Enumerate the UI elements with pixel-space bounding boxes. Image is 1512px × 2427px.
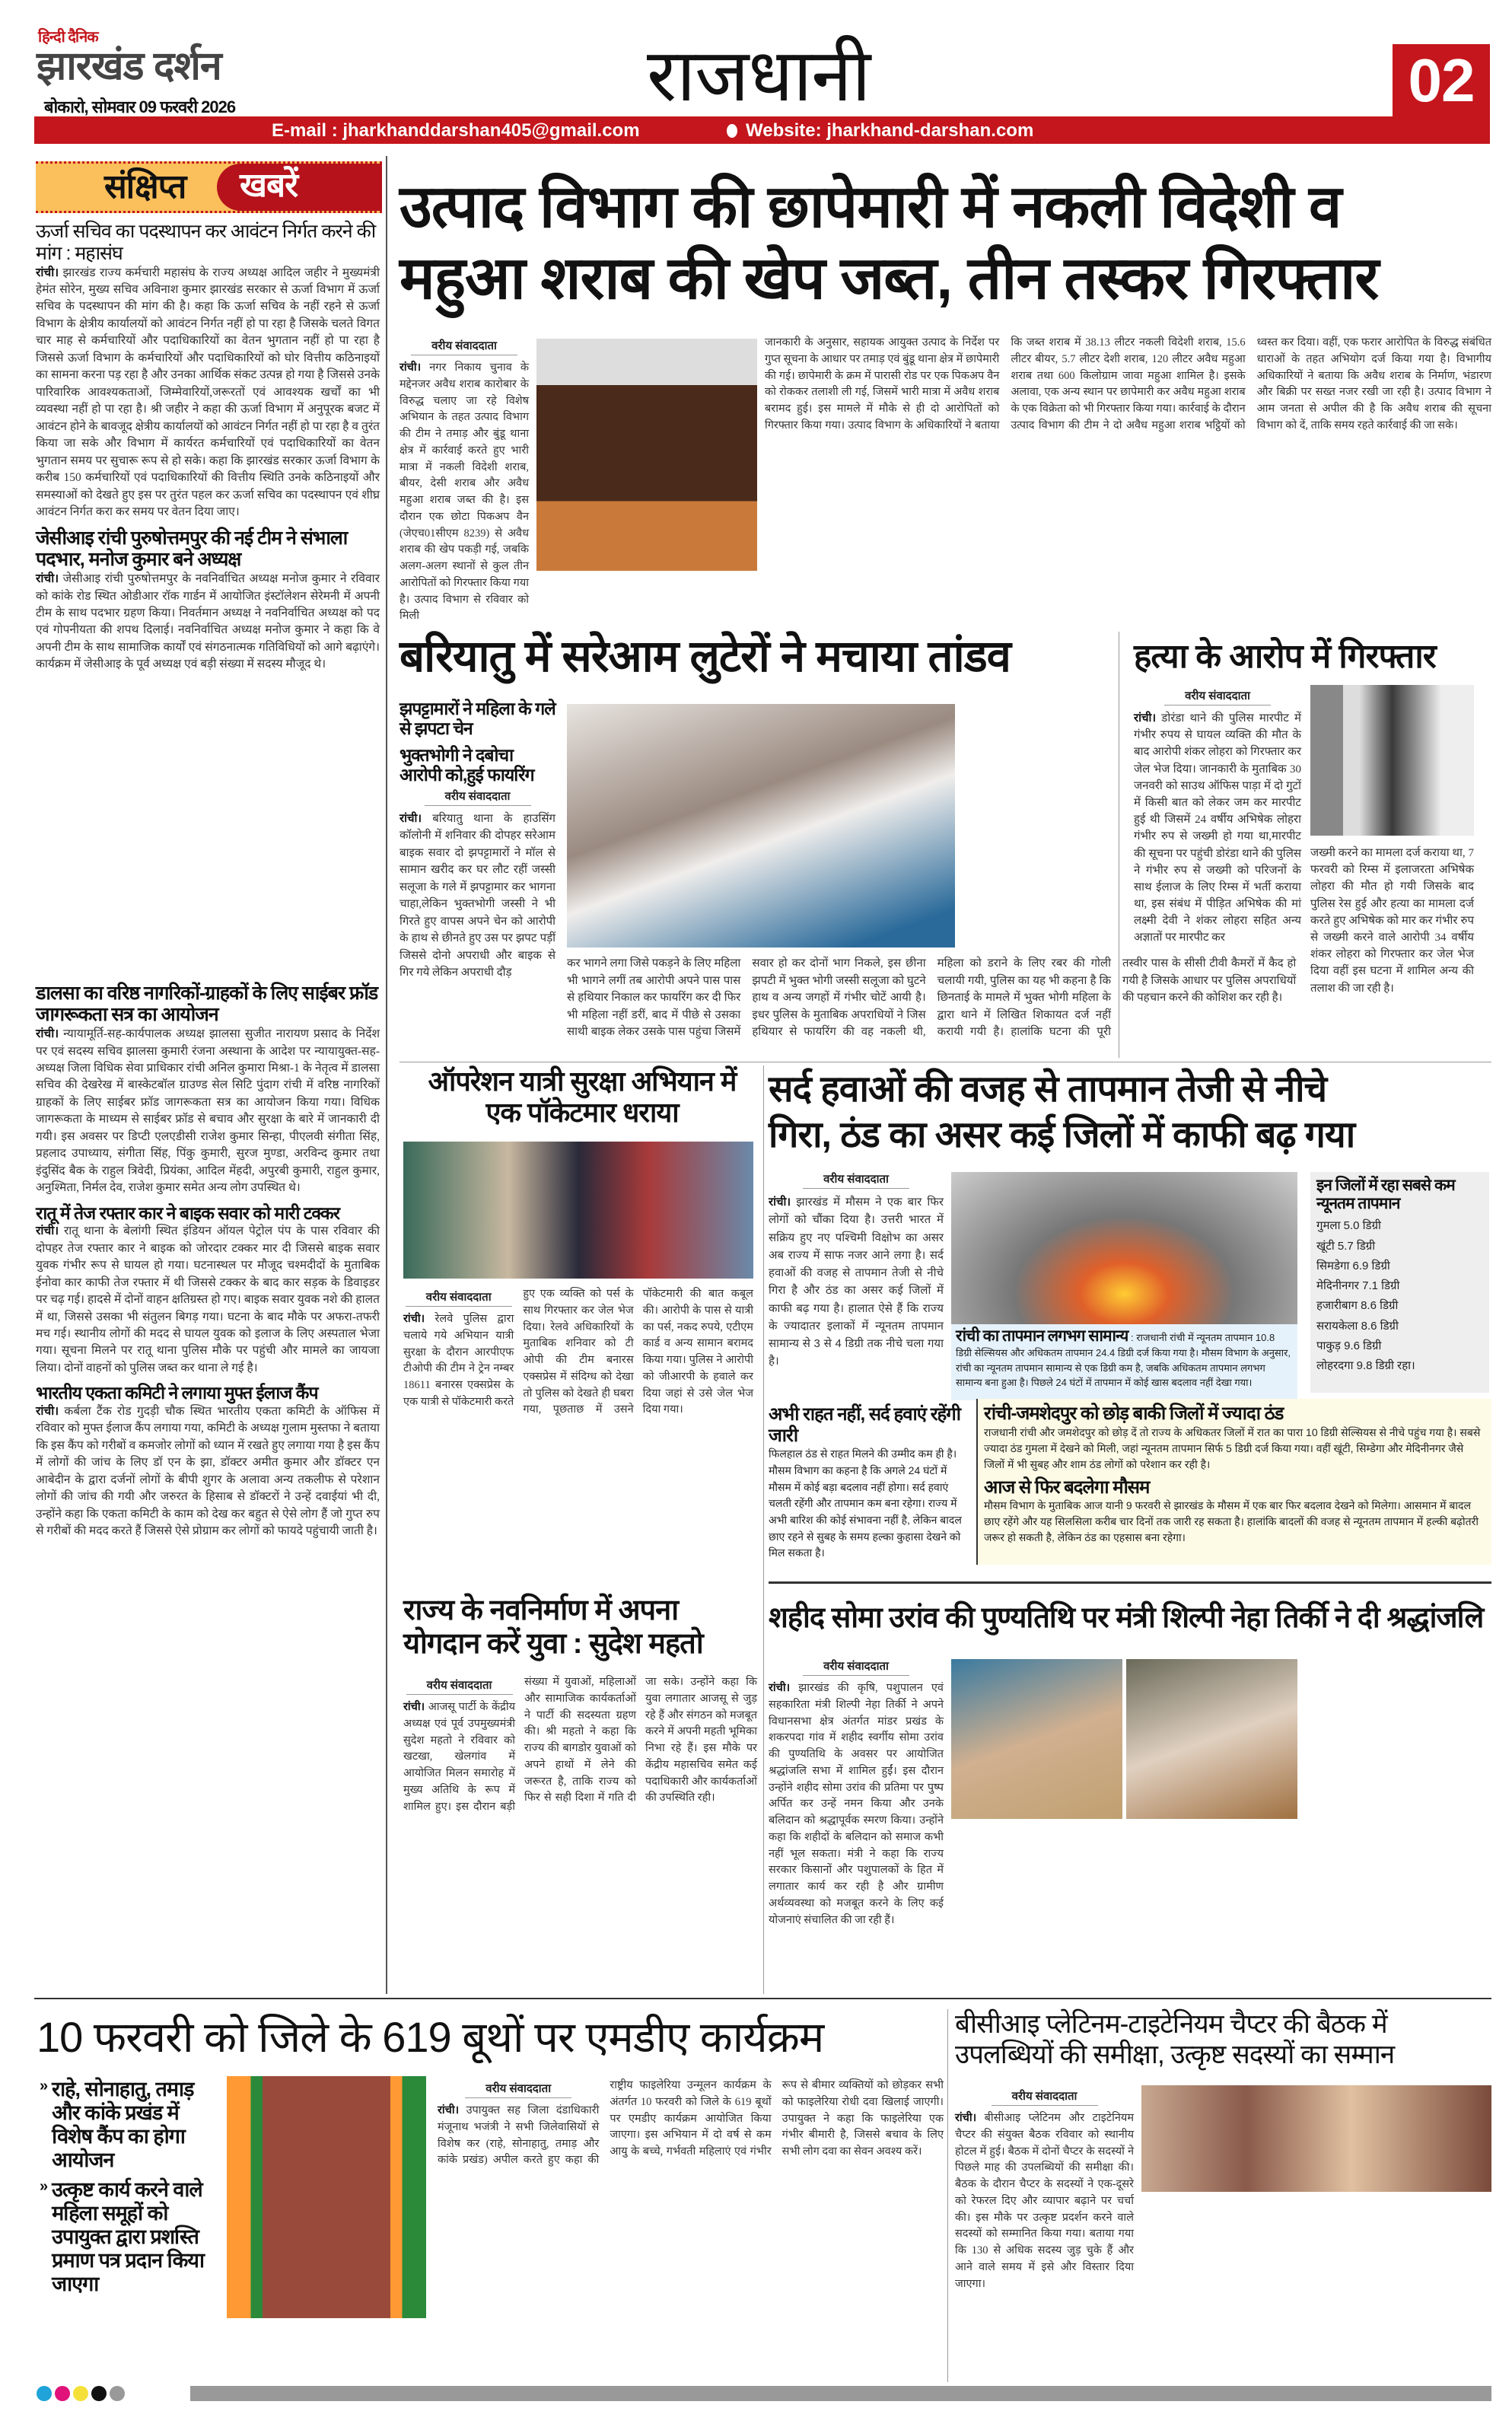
weather-headline-line: सर्द हवाओं की वजह से तापमान तेजी से नीचे xyxy=(769,1069,1327,1110)
contact-bar xyxy=(34,116,1490,144)
color-registration-marks xyxy=(37,2386,125,2401)
bci-text-block xyxy=(955,2110,1134,2292)
lead-body-continued: जानकारी के अनुसार, सहायक आयुक्त उत्पाद के निर्देश पर गुप्त सूचना के आधार पर तमाड़ एवं बुंडू थाना क्षेत्र में छापेमारी की गई। छापेमारी के क्रम में पारासी रोड पर एक पिकअप वैन को रोककर तलाशी ली गई, जिसमें भारी मात्रा में अवैध शराब बरामद हुई। इस मामले में मौके से ही दो आरोपितों को गिरफ्तार किया गया। उत्पाद विभाग के अधिकारियों ने बताया कि जब्त शराब में 38.13 लीटर नकली विदेशी शराब, 15.6 लीटर बीयर, 5.7 लीटर देशी शराब, 120 लीटर अवैध महुआ शराब तथा 600 किलोग्राम जावा महुआ शामिल है। इसके अलावा, एक अन्य स्थान पर छापेमारी कर अवैध महुआ शराब के एक विक्रेता को भी गिरफ्तार किया गया। कार्रवाई के दौरान उत्पाद विभाग की टीम ने दो अवैध महुआ शराब भट्ठियों को ध्वस्त कर दिया। वहीं, एक फरार आरोपित के विरुद्ध संबंधित धाराओं के तहत अभियोग दर्ज किया गया है। विभागीय अधिकारियों ने बताया कि अवैध शराब के निर्माण, भंडारण और बिक्री पर सख्त नजर रखी जा रही है। उत्पाद विभाग ने आम जनता से अपील की है कि अवैध शराब की सूचना विभाग को दें, ताकि समय रहते कार्रवाई की जा सके। xyxy=(765,336,1491,432)
sudesh-text: आजसू पार्टी के केंद्रीय अध्यक्ष एवं पूर्व उपमुख्यमंत्री सुदेश महतो ने रविवार को खटखा, खेलगांव में आयोजित मिलन समारोह में मुख्य अतिथि के रूप में शामिल हुए। इस दौरान बड़ी संख्या में युवाओं, महिलाओं और सामाजिक कार्यकर्ताओं ने पार्टी की सदस्यता ग्रहण की। श्री महतो ने कहा कि राज्य की बागडोर युवाओं को अपने हाथों में लेने की जरूरत है, ताकि राज्य को फिर से सही दिशा में गति दी जा सके। उन्होंने कहा कि युवा लगातार आजसू से जुड़ रहे हैं और संगठन को मजबूत करने में अपनी महती भूमिका निभा रहे हैं। इस मौके पर केंद्रीय महासचिव समेत कई पदाधिकारी और कार्यकर्ताओं की उपस्थिति रही। xyxy=(403,1676,757,1813)
lead-headline xyxy=(399,171,1495,314)
bariyatu-headline: बरियातु में सरेआम लुटेरों ने मचाया तांडव xyxy=(399,632,1011,681)
change-title: आज से फिर बदलेगा मौसम xyxy=(984,1476,1150,1498)
lead-body xyxy=(399,360,529,625)
byline: वरीय संवाददाता xyxy=(406,1677,513,1695)
murder-body xyxy=(1134,710,1301,947)
district-temp: सरायकेला 8.6 डिग्री xyxy=(1316,1319,1399,1333)
double-arrow-icon: » xyxy=(40,2178,48,2196)
brief-headline: ऊर्जा सचिव का पदस्थापन कर आवंटन निर्गत करने की मांग : महासंघ xyxy=(36,221,376,264)
tribute-photo-2 xyxy=(1126,1659,1297,1819)
bariyatu-col-3 xyxy=(963,704,1111,1054)
ranchi-temperature-box xyxy=(951,1324,1297,1400)
sidebar-news xyxy=(36,221,380,1540)
divider xyxy=(34,1998,1491,1999)
bariyatu-text: बरियातु थाना के हाउसिंग कॉलोनी में शनिवार की दोपहर सरेआम बाइक सवार दो झपट्टामारों ने मॉल से सामान खरीद कर घर लौट रहीं जस्सी सलूजा के गले में झपट्टामार कर भागना चाहा,लेकिन भुक्तभोगी जस्सी ने भी गिरते हुए वापस अपने चेन को आरोपी के हाथ से छीनते हुए उस पर झपट पड़ीं जिससे दोनो अपराधी और बाइक से गिर गये लेकिन अपराधी दौड़ xyxy=(399,812,555,979)
bullet-icon xyxy=(727,124,737,138)
website-link[interactable]: Website: jharkhand-darshan.com xyxy=(746,120,1034,141)
dateline: रांची। xyxy=(36,1027,59,1041)
mda-headline: 10 फरवरी को जिले के 619 बूथों पर एमडीए कार्यक्रम xyxy=(37,2013,824,2061)
weather-headline xyxy=(769,1067,1491,1158)
subheadline: झपट्टामारों ने महिला के गले से झपटा चेन xyxy=(399,699,555,739)
bariyatu-body xyxy=(399,811,555,982)
page-number: 02 xyxy=(1408,46,1475,114)
masthead xyxy=(0,0,1512,148)
brief-text: कर्बला टैंक रोड गुदड़ी चौक स्थित भारतीय एकता कमिटी के ऑफिस में रविवार को मुफ्त ईलाज कैंप लगाया गया, कमिटी के अध्यक्ष गुलाम मुस्तफा ने बताया कि इस कैंप को गरीबों व कमजोर लोगों को ध्यान में रखते हुए लगाया गया है इस कैंप में लोगों की जांच के लिए डॉ एन के झा, डॉक्टर अमीत कुमार और डॉक्टर एन आबेदीन के द्वारा दर्जनों लोगों के बीपी शुगर के अलावा अन्य तकलीफ से परेशान लोगों की जांच की गयी और जरुरत के हिसाब से डॉक्टरों ने उन्हें दवाईयां भी दी, उन्होंने कहा कि एकता कमिटी के काम को देख कर बहुत से ऐसे लोग हैं जो गुप्त रुप से गरीबों की मदद करते हैं जिससे ऐसे प्रोग्राम कर लोगों को फायदे पहुंचायी जाती है। xyxy=(36,1404,380,1538)
dateline: रांची। xyxy=(36,266,59,279)
byline: वरीय संवाददाता xyxy=(803,1658,909,1676)
weather-text: झारखंड में मौसम ने एक बार फिर लोगों को चौंका दिया है। उत्तरी भारत में सक्रिय हुए नए पश्चिमी विक्षोभ का असर अब राज्य में साफ नजर आने लगा है। सर्द हवाओं की वजह से तापमान तेजी से नीचे गिरा है और ठंड का असर कई जिलों में काफी बढ़ गया है। हालात ऐसे हैं कि राज्य के ज्यादातर इलाकों में न्यूनतम तापमान सामान्य से 3 से 4 डिग्री तक नीचे चला गया है। xyxy=(769,1196,944,1368)
cold-districts-box xyxy=(976,1399,1491,1565)
bullet-text: उत्कृष्ट कार्य करने वाले महिला समूहों को उपायुक्त द्वारा प्रशस्ति प्रमाण पत्र प्रदान किया जाएगा xyxy=(52,2178,204,2296)
tagline: हिन्दी दैनिक xyxy=(38,29,98,46)
lead-text: नगर निकाय चुनाव के मद्देनजर अवैध शराब कारोबार के विरुद्ध चलाए जा रहे विशेष अभियान के तहत उत्पाद विभाग की टीम ने तमाड़ और बुंडू थाना क्षेत्र में कार्रवाई करते हुए भारी मात्रा में नकली विदेशी शराब, बीयर, देसी शराब और अवैध महुआ शराब जब्त की है। इस दौरान एक छोटा पिकअप वैन (जेएच01सीएम 8239) से अवैध शराब की खेप पकड़ी गई, जबकि अलग-अलग स्थानों से कुल तीन आरोपितों को गिरफ्तार किया गया है। उत्पाद विभाग से रविवार को मिली xyxy=(399,362,529,623)
bci-headline: बीसीआइ प्लेटिनम-टाइटेनियम चैप्टर की बैठक में उपलब्धियों की समीक्षा, उत्कृष्ट सदस्यों का सम्मान xyxy=(955,2009,1395,2070)
brief-text: झारखंड राज्य कर्मचारी महासंघ के राज्य अध्यक्ष आदिल जहीर ने मुख्यमंत्री हेमंत सोरेन, मुख्य सचिव अविनाश कुमार झारखंड सरकार से ऊर्जा विभाग में ऊर्जा सचिव के पदस्थापन की मांग की है। कहा कि ऊर्जा सचिव के नहीं रहने से ऊर्जा विभाग के क्षेत्रीय कार्यालयों को आवंटन निर्गत नहीं हो पा रहा है जिसके चलते विगत चार माह से कर्मचारियों और पदाधिकारियों का वेतन भुगतान नहीं हो पा रहा है जिससे ऊर्जा विभाग के कर्मचारियों और पदाधिकारियों को घोर वित्तीय कठिनाइयों का सामना करना पड़ रहा है और उनका आर्थिक संकट उत्पन्न हो गया है जिससे उनके पारिवारिक आवश्यकताओं, जिम्मेवारियों,जरूरतों एवं आवश्यक खर्चों का भी व्यवस्था नहीं हो पा रहा है। श्री जहीर ने कहा की ऊर्जा विभाग में अनुपूरक बजट में आवंटन होने के बावजूद क्षेत्रीय कार्यालयों को आवंटन निर्गत नहीं हो पा रहा है व तुरंत किया जा सके और विभाग में कार्यरत कर्मचारियों एवं पदाधिकारियों का वेतन भुगतान समय पर सुचारू रूप से हो सके। कहा कि झारखंड सरकार ऊर्जा विभाग के करीब 150 कर्मचारियों एवं पदाधिकारियों की वित्तीय स्थिति उनके कठिनाइयों और समस्याओं को देखते हुए इस पर तुरंत पहल कर ऊर्जा सचिव का पदस्थापन एवं शीघ्र आवंटन निर्गत करा कर समय पर वेतन दिया जाए। xyxy=(36,266,380,519)
divider xyxy=(947,2009,948,2382)
seized-liquor-photo xyxy=(536,339,757,571)
operation-body xyxy=(403,1286,753,1583)
districts-title: इन जिलों में रहा सबसे कम न्यूनतम तापमान xyxy=(1316,1177,1455,1213)
arrest-photo xyxy=(403,1142,753,1279)
brief-body xyxy=(36,571,380,674)
district-temp: सिमडेगा 6.9 डिग्री xyxy=(1316,1259,1390,1272)
byline: वरीय संवाददाता xyxy=(425,788,531,806)
sudesh-headline: राज्य के नवनिर्माण में अपना योगदान करें युवा : सुदेश महतो xyxy=(403,1594,703,1660)
dateline: रांची। xyxy=(403,1313,425,1325)
district-temp: गुमला 5.0 डिग्री xyxy=(1316,1219,1381,1233)
meeting-photo xyxy=(1141,2085,1491,2192)
bariyatu-col-2: कर भागने लगा जिसे पकड़ने के लिए महिला भी भागने लगीं तब आरोपी अपने पास पास से हथियार निकाल कर फायरिंग कर दी फिर भी महिला नहीं डरीं, बाद में पीछे से उसका साथी बाइक लेकर उसके पास पहुंचा जिसमें सवार हो कर दोनों भाग निकले, इस छीना झपटी में भुक्त भोगी जस्सी सलूजा को घुटने हाथ व अन्य जगहों में गंभीर चोटें आयी है। इधर पुलिस के मुताबिक अपराधियों ने जिस हथियार से फायरिंग की वह नकली थी, महिला को डराने के लिए रबर की गोली चलायी गयी, पुलिस का यह भी कहना है कि छिनताई के मामले में भुक्त भोगी महिला के द्वारा थाने में लिखित शिकायत दर्ज नहीं करायी गयी है। हालांकि घटना की पूरी तस्वीर पास के सीसी टीवी कैमरों में कैद हो गयी है जिसके आधार पर पुलिस अपराधियों की पहचान करने की कोशिश कर रही है। xyxy=(567,957,1297,1038)
dateline: रांची। xyxy=(36,1225,59,1238)
sudesh-text-block xyxy=(403,1674,757,1815)
dateline: रांची। xyxy=(1134,712,1157,725)
dateline: रांची। xyxy=(438,2104,460,2116)
byline: वरीय संवाददाता xyxy=(1164,688,1271,705)
brief-text: न्यायामूर्ति-सह-कार्यपालक अध्यक्ष झालसा सुजीत नारायण प्रसाद के निर्देश पर एवं सदस्य सचिव झालसा कुमारी रंजना अस्थाना के आदेश पर न्यायायुक्त-सह-अध्यक्ष जिला विधिक सेवा प्राधिकार रांची अनिल कुमारा मिश्रा-1 के नेतृत्व में डालसा सचिव की देखरेख में बास्केटबॉल ग्राउण्ड सेल सिटि पुंदाग रांची में वरिष्ठ नागरिकों ग्राहकों के लिए साईबर फ्रॉड जागरूकता सत्र का आयोजन किया गया। विधिक जागरूकता के माध्यम से साईबर फ्रॉड से बचाव और सुरक्षा के बारे में जानकारी दी गयी। इस अवसर पर डिप्टी एलएडीसी राजेश कुमार सिन्हा, पीएलवी संगीता सिंह, प्रहलाद उपाध्याय, संगीता सिंह, पिंकु कुमारी, सुरज मुण्डा, अरविन्द कुमार तथा इंदुसिंद बैक के राहुल त्रिवेदी, प्रियंका, आदिल मेंहदी, अपुरबी कुमारी, राहुल कुमार, अनुश्मिता, निर्मल देव, राजेश कुमार समेत अन्य लोग उपस्थित थे। xyxy=(36,1027,380,1195)
banner-red xyxy=(217,164,382,211)
dateline: रांची। xyxy=(769,1682,791,1694)
dateline: रांची। xyxy=(955,2112,977,2124)
caption-title: रांची का तापमान लगभग सामान्य xyxy=(956,1327,1128,1345)
weather-col-1 xyxy=(769,1168,944,1371)
cold-text: राजधानी रांची और जमशेदपुर को छोड़ दें तो राज्य के अधिकतर जिलों में रात का पारा 10 डिग्री सेल्सियस से नीचे पहुंच गया है। सबसे ज्यादा ठंड गुमला में देखने को मिली, जहां न्यूनतम तापमान सिर्फ 5 डिग्री दर्ज किया गया। वहीं खूंटी, सिम्डेगा और मेदिनीनगर जैसे जिलों में भी सुबह और शाम ठंड लोगों को परेशान कर रही है। xyxy=(984,1425,1481,1470)
deputy-commissioner-photo xyxy=(227,2076,426,2318)
byline: वरीय संवाददाता xyxy=(406,1289,512,1307)
murder-col-2: जख्मी करने का मामला दर्ज कराया था, 7 फरवरी को रिम्स में इलाजरता अभिषेक लोहरा की मौत हो गयी जिसके बाद पुलिस रेस हुई और हत्या का मामला दर्ज करते हुए अभिषेक को मार कर गंभीर रुप से जख्मी करने वाले आरोपी 34 वर्षीय शंकर लोहरा को गिरफ्तार कर जेल भेज दिया वहीं इस घटना में शामिल अन्य की तलाश की जा रही है। xyxy=(1310,847,1474,995)
district-temp: पाकुड़ 9.6 डिग्री xyxy=(1316,1339,1382,1352)
double-arrow-icon: » xyxy=(40,2078,48,2094)
weather-body xyxy=(769,1193,944,1371)
divider xyxy=(763,1065,764,1994)
bci-body xyxy=(955,2085,1134,2378)
relief-box xyxy=(769,1404,970,1562)
cyan-dot xyxy=(37,2386,52,2401)
murder-headline: हत्या के आरोप में गिरफ्तार xyxy=(1134,638,1436,675)
gray-dot xyxy=(110,2386,125,2401)
weather-headline-line: गिरा, ठंड का असर कई जिलों में काफी बढ़ गया xyxy=(769,1115,1355,1155)
brief-body xyxy=(36,265,380,521)
bonfire-photo xyxy=(951,1172,1297,1324)
accused-photo xyxy=(1310,685,1474,836)
lead-headline-line: उत्पाद विभाग की छापेमारी में नकली विदेशी व xyxy=(399,173,1342,240)
dateline: बोकारो, सोमवार 09 फरवरी 2026 xyxy=(44,97,236,116)
page-number-box xyxy=(1393,44,1490,116)
registration-bar xyxy=(190,2386,1491,2401)
mda-text: उपायुक्त सह जिला दंडाधिकारी मंजूनाथ भजंत्री ने सभी जिलेवासियों से विशेष कर (राहे, सोनाहातु, तमाड़ और कांके प्रखंड) अपील करते हुए कहा की राष्ट्रीय फाइलेरिया उन्मूलन कार्यक्रम के अंतर्गत 10 फरवरी को जिले के 619 बूथों पर एमडीए कार्यक्रम आयोजित किया जाएगा। इस अभियान में दो वर्ष से कम आयु के बच्चे, गर्भवती महिलाएं एवं गंभीर रूप से बीमार व्यक्तियों को छोड़कर सभी को फाइलेरिया रोधी दवा खिलाई जाएगी। उपायुक्त ने कहा कि फाइलेरिया एक गंभीर बीमारी है, जिससे बचाव के लिए सभी लोग दवा का सेवन अवश्य करें। xyxy=(438,2079,944,2167)
soma-body-lower xyxy=(951,1827,1297,1994)
district-temp: मेदिनीनगर 7.1 डिग्री xyxy=(1316,1279,1400,1293)
dateline: रांची। xyxy=(403,1701,425,1713)
brief-news-banner xyxy=(36,161,382,213)
mda-bullet xyxy=(40,2078,222,2172)
sudesh-body xyxy=(403,1674,757,1994)
subheadline: भुक्तभोगी ने दबोचा आरोपी को,हुई फायरिंग xyxy=(399,744,534,785)
magenta-dot xyxy=(55,2386,70,2401)
dateline: रांची। xyxy=(36,572,59,586)
bariyatu-col-1 xyxy=(399,699,555,982)
brief-body xyxy=(36,1026,380,1197)
brief-body xyxy=(36,1403,380,1540)
paper-name-logo: झारखंड दर्शन xyxy=(37,44,221,88)
cctv-photo xyxy=(567,704,955,948)
banner-left: संक्षिप्त xyxy=(104,168,186,205)
soma-text: झारखंड की कृषि, पशुपालन एवं सहकारिता मंत्री शिल्पी नेहा तिर्की ने अपने विधानसभा क्षेत्र अंतर्गत मांडर प्रखंड के शकरपदा गांव में शहीद स्वर्गीय सोमा उरांव की पुण्यतिथि के अवसर पर आयोजित श्रद्धांजलि सभा में शामिल हुईं। इस दौरान उन्होंने शहीद सोमा उरांव की प्रतिमा पर पुष्प अर्पित कर उन्हें नमन किया और उनके बलिदान को श्रद्धापूर्वक स्मरण किया। उन्होंने कहा कि शहीदों के बलिदान को समाज कभी नहीं भूल सकता। मंत्री ने कहा कि राज्य सरकार किसानों और पशुपालकों के हित में लगातार कार्य कर रही है और ग्रामीण अर्थव्यवस्था को मजबूत करने के लिए कई योजनाएं संचालित की जा रही हैं। xyxy=(769,1682,944,1926)
news-brief xyxy=(36,1203,380,1378)
black-dot xyxy=(91,2386,107,2401)
dateline: रांची। xyxy=(399,362,422,374)
soma-headline: शहीद सोमा उरांव की पुण्यतिथि पर मंत्री शिल्पी नेहा तिर्की ने दी श्रद्धांजलि xyxy=(769,1602,1484,1634)
brief-headline: जेसीआइ रांची पुरुषोत्तमपुर की नई टीम ने संभाला पदभार, मनोज कुमार बने अध्यक्ष xyxy=(36,527,348,571)
soma-text-block xyxy=(769,1680,944,1929)
news-brief xyxy=(36,527,380,976)
byline: वरीय संवाददाता xyxy=(411,338,517,355)
district-temperature-box xyxy=(1310,1172,1489,1393)
yellow-dot xyxy=(73,2386,88,2401)
district-temp: हजारीबाग 8.6 डिग्री xyxy=(1316,1299,1399,1313)
soma-col-1 xyxy=(769,1655,944,1994)
byline: वरीय संवाददाता xyxy=(465,2081,571,2098)
divider xyxy=(769,1581,1491,1584)
bci-text: बीसीआइ प्लेटिनम और टाइटेनियम चैप्टर की संयुक्त बैठक रविवार को स्थानीय होटल में हुई। बैठक में दोनों चैप्टर के सदस्यों ने पिछले माह की उपलब्धियों की समीक्षा की। बैठक के दौरान चैप्टर के सदस्यों ने एक-दूसरे को रेफरल दिए और व्यापार बढ़ाने पर चर्चा की। इस मौके पर उत्कृष्ट प्रदर्शन करने वाले सदस्यों को सम्मानित किया गया। बताया गया कि 130 से अधिक सदस्य जुड़ चुके हैं और आने वाले समय में इसे और विस्तार दिया जाएगा। xyxy=(955,2112,1134,2290)
district-temp: खूंटी 5.7 डिग्री xyxy=(1316,1239,1376,1253)
change-text: मौसम विभाग के मुताबिक आज यानी 9 फरवरी से झारखंड के मौसम में एक बार फिर बदलाव देखने को मिलेगा। आसमान में बादल छाए रहेंगे और यह सिलसिला करीब चार दिनों तक जारी रह सकता है। हालांकि बादलों की वजह से न्यूनतम तापमान में हल्की बढ़ोतरी जरूर हो सकती है, लेकिन ठंड का एहसास बना रहेगा। xyxy=(984,1499,1479,1544)
byline: वरीय संवाददाता xyxy=(803,1171,909,1189)
banner-right: खबरें xyxy=(240,167,298,204)
bullet-text: राहे, सोनाहातु, तमाड़ और कांके प्रखंड में विशेष कैंप का होगा आयोजन xyxy=(52,2078,194,2172)
sidebar-divider xyxy=(386,156,387,1994)
brief-text: रातू थाना के बेलांगी स्थित इंडियन ऑयल पेट्रोल पंप के पास रविवार की दोपहर तेज रफ्तार कार ने बाइक को जोरदार टक्कर मार दी जिससे बाइक सवार युवक गंभीर रूप से घायल हो गया। घटनास्थल पर मौजूद चश्मदीदों के मुताबिक ईनोवा कार काफी तेज रफ्तार में थी जिससे टक्कर के बाद कार सड़क के डिवाइडर पर चढ़ गई। हादसे में दोनों वाहन क्षतिग्रस्त हो गए। बाइक सवार युवक नशे की हालत में था, जिससे उसका भी संतुलन बिगड़ गया। घटना के बाद मौके पर अफरा-तफरी मच गई। स्थानीय लोगों की मदद से घायल युवक को इलाज के लिए अस्पताल भेजा गया। सूचना मिलने पर रातू थाना पुलिस मौके पर पहुंची और मामले का जायजा लिया। दोनों वाहनों को पुलिस जब्त कर थाना ले गई है। xyxy=(36,1225,380,1374)
operation-headline: ऑपरेशन यात्री सुरक्षा अभियान में एक पॉकेटमार धराया xyxy=(428,1065,737,1129)
mda-bullet xyxy=(40,2178,222,2296)
lead-col-1 xyxy=(399,335,529,623)
news-brief xyxy=(36,983,380,1197)
brief-headline: भारतीय एकता कमिटी ने लगाया मुफ्त ईलाज कैंप xyxy=(36,1383,318,1403)
byline: वरीय संवाददाता xyxy=(992,2088,1098,2106)
mda-body-columns xyxy=(438,2078,944,2378)
section-title: राजधानी xyxy=(647,35,871,116)
mda-bullets xyxy=(40,2078,222,2296)
email-link[interactable]: E-mail : jharkhanddarshan405@gmail.com xyxy=(272,120,640,141)
dateline: रांची। xyxy=(36,1404,59,1418)
news-brief xyxy=(36,221,380,521)
lead-headline-line: महुआ शराब की खेप जब्त, तीन तस्कर गिरफ्तार xyxy=(399,244,1379,311)
murder-col-1 xyxy=(1134,685,1301,947)
news-brief xyxy=(36,1383,380,1540)
brief-text: जेसीआइ रांची पुरुषोत्तमपुर के नवनिर्वाचित अध्यक्ष मनोज कुमार ने रविवार को कांके रोड स्थित ओडीआर रॉक गार्डन में आयोजित इंस्टॉलेशन सेरेमनी में अपनी टीम के साथ पदभार ग्रहण किया। निवर्तमान अध्यक्ष ने नवनिर्वाचित अध्यक्ष को पद एवं गोपनीयता की शपथ दिलाई। नवनिर्वाचित अध्यक्ष मनोज कुमार ने कहा कि वे अपनी टीम के साथ सामाजिक कार्यों एवं संगठनात्मक गतिविधियों को आगे बढ़ाएंगे। कार्यक्रम में जेसीआइ के पूर्व अध्यक्ष एवं बड़ी संख्या में सदस्य मौजूद थे। xyxy=(36,572,380,671)
district-temp: लोहरदगा 9.8 डिग्री रहा। xyxy=(1316,1359,1415,1373)
caption-text: : राजधानी रांची में न्यूनतम तापमान 10.8 डिग्री सेल्सियस और अधिकतम तापमान 24.4 डिग्री दर्ज किया गया है। मौसम विभाग के अनुसार, रांची का न्यूनतम तापमान सामान्य से एक डिग्री कम है, जबकि अधिकतम तापमान लगभग सामान्य बना हुआ है। पिछले 24 घंटों में तापमान में कोई खास बदलाव नहीं देखा गया। xyxy=(956,1332,1291,1389)
relief-title: अभी राहत नहीं, सर्द हवाएं रहेंगी जारी xyxy=(769,1404,960,1446)
brief-headline: डालसा का वरिष्ठ नागरिकों-ग्राहकों के लिए साईबर फ्रॉड जागरूकता सत्र का आयोजन xyxy=(36,982,378,1026)
cold-title: रांची-जमशेदपुर को छोड़ बाकी जिलों में ज्यादा ठंड xyxy=(984,1403,1284,1424)
dateline: रांची। xyxy=(399,812,422,825)
brief-headline: रातू में तेज रफ्तार कार ने बाइक सवार को मारी टक्कर xyxy=(36,1202,340,1223)
relief-text: फिलहाल ठंड से राहत मिलने की उम्मीद कम ही है। मौसम विभाग का कहना है कि अगले 24 घंटों में मौसम में कोई बड़ा बदलाव नहीं होगा। सर्द हवाएं चलती रहेंगी और तापमान कम बना रहेगा। राज्य में अभी बारिश की कोई संभावना नहीं है, लेकिन बादल छाए रहने से सुबह के समय हल्का कुहासा देखने को मिल सकता है। xyxy=(769,1448,962,1559)
tribute-photo-1 xyxy=(951,1659,1122,1819)
operation-text: रेलवे पुलिस द्वारा चलाये गये अभियान यात्री सुरक्षा के दौरान आरपीएफ टीओपी की टीम ने ट्रेन नम्बर 18611 बनारस एक्सप्रेस के एक यात्री से पॉकेटमारी करते हुए एक व्यक्ति को पर्स के साथ गिरफ्तार कर जेल भेज दिया। रेलवे अधिकारियों के मुताबिक शनिवार को टी ओपी की टीम बनारस एक्सप्रेस में संदिग्ध को देखा तो पुलिस को देखते ही घबरा गया, पूछताछ में उसने पॉकेटमारी की बात कबूल की। आरोपी के पास से यात्री का पर्स, नकद रुपये, एटीएम कार्ड व अन्य सामान बरामद किया गया। पुलिस ने आरोपी को जीआरपी के हवाले कर दिया जहां से उसे जेल भेज दिया गया। xyxy=(403,1288,753,1416)
murder-text: डोरंडा थाने की पुलिस मारपीट में गंभीर रुपय से घायल व्यक्ति की मौत के बाद आरोपी शंकर लोहरा को गिरफ्तार कर जेल भेज दिया। जानकारी के मुताबिक 30 जनवरी को साउथ ऑफिस पाड़ा में दो गुटों में किसी बात को लेकर जम कर मारपीट हुई थी जिसमें 24 वर्षीय अभिषेक लोहरा गंभीर रुप से जख्मी हो गया था,मारपीट की सूचना पर पहुंची डोरंडा थाने की पुलिस ने गंभीर रुप से जख्मी को परिजनों के साथ ईलाज के लिए रिम्स में भर्ती कराया था, इस संबंध में पीड़ित अभिषेक की मां लक्ष्मी देवी ने शंकर लोहरा सहित अन्य अज्ञातों पर मारपीट कर xyxy=(1134,712,1301,944)
brief-body xyxy=(36,1223,380,1377)
dateline: रांची। xyxy=(769,1196,791,1209)
